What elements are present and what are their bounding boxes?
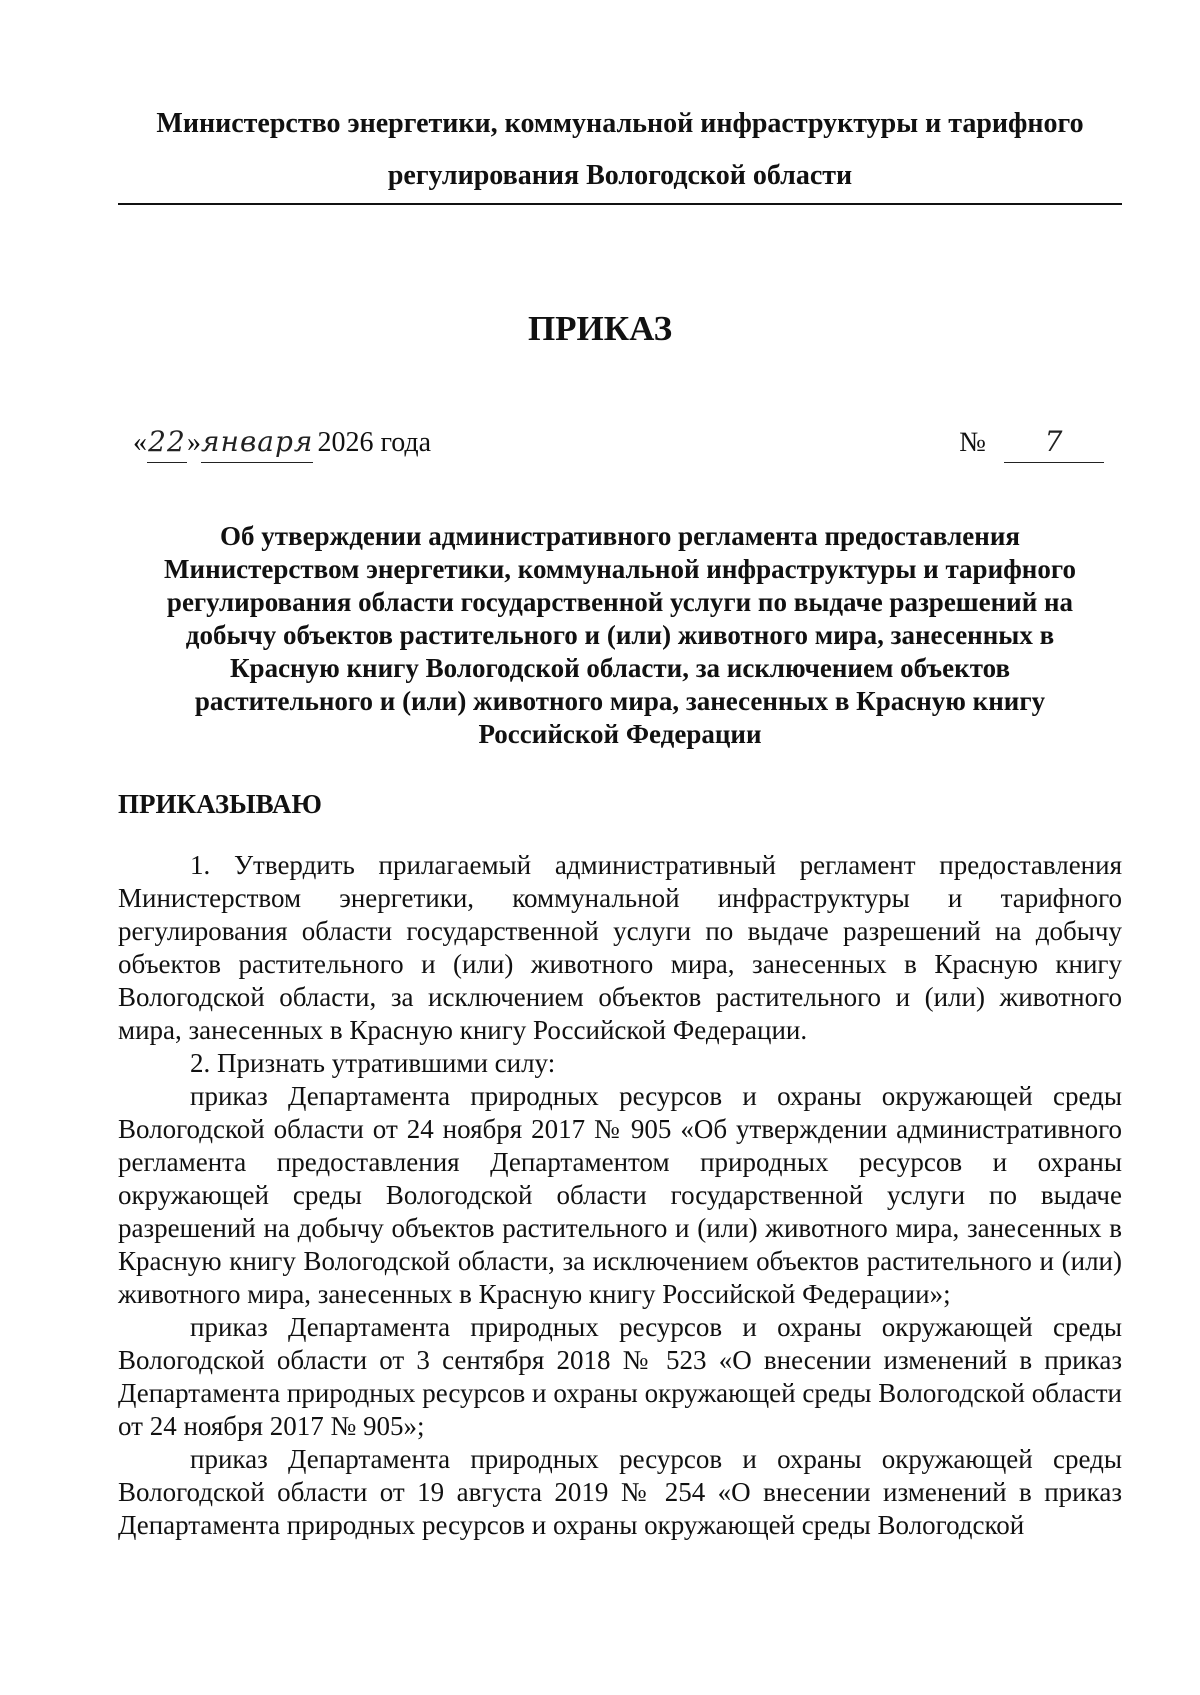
ministry-header-line-1: Министерство энергетики, коммунальной инфраструктуры и тарифного [156,108,1084,139]
ministry-header [118,98,1122,202]
subject-line: Российской Федерации [478,719,762,749]
handwritten-month: января [201,422,313,463]
subject-line: добычу объектов растительного и (или) животного мира, занесенных в [185,620,1055,650]
date-year: 2026 года [317,427,432,458]
date-close-quote: » [187,427,201,458]
order-directive-heading: ПРИКАЗЫВАЮ [118,789,322,819]
order-subject [140,520,1100,751]
handwritten-order-number: 7 [1004,422,1104,463]
subject-line: растительного и (или) животного мира, занесенных в Красную книгу [194,686,1046,716]
document-title: ПРИКАЗ [527,309,673,348]
order-date [133,422,431,463]
header-divider [118,203,1122,205]
repealed-order-905: приказ Департамента природных ресурсов и охраны окружающей среды Вологодской области от 24 ноября 2017 № 905 «Об утверждении административного регламента предоставления Департаментом природных ресурсов и охраны окружающей среды Вологодской области государственной услуги по выдаче разрешений на добычу объектов растительного и (или) животного мира, занесенных в Красную книгу Вологодской области, за исключением объектов растительного и (или) животного мира, занесенных в Красную книгу Российской Федерации»; [118,1081,1122,1309]
handwritten-day: 22 [147,422,187,463]
paragraph-1-approve: 1. Утвердить прилагаемый административный регламент предоставления Министерством энергетики, коммунальной инфраструктуры и тарифного регулирования области государственной услуги по выдаче разрешений на добычу объектов растительного и (или) животного мира, занесенных в Красную книгу Вологодской области, за исключением объектов растительного и (или) животного мира, занесенных в Красную книгу Российской Федерации. [118,850,1122,1045]
order-body [118,849,1122,1542]
paragraph-2-repeal: 2. Признать утратившими силу: [190,1048,556,1078]
repealed-order-523: приказ Департамента природных ресурсов и охраны окружающей среды Вологодской области от 3 сентября 2018 № 523 «О внесении изменений в приказ Департамента природных ресурсов и охраны окружающей среды Вологодской области от 24 ноября 2017 № 905»; [118,1312,1122,1441]
order-number [959,422,1104,463]
ministry-header-line-2: регулирования Вологодской области [387,160,853,191]
date-open-quote: « [133,427,147,458]
subject-line: Об утверждении административного регламента предоставления [220,521,1020,551]
subject-line: регулирования области государственной услуги по выдаче разрешений на [166,587,1074,617]
repealed-order-254: приказ Департамента природных ресурсов и охраны окружающей среды Вологодской области от 19 августа 2019 № 254 «О внесении изменений в приказ Департамента природных ресурсов и охраны окружающей среды Вологодской [118,1444,1122,1540]
number-sign: № [959,427,986,458]
subject-line: Министерством энергетики, коммунальной инфраструктуры и тарифного [164,554,1076,584]
subject-line: Красную книгу Вологодской области, за исключением объектов [229,653,1011,683]
